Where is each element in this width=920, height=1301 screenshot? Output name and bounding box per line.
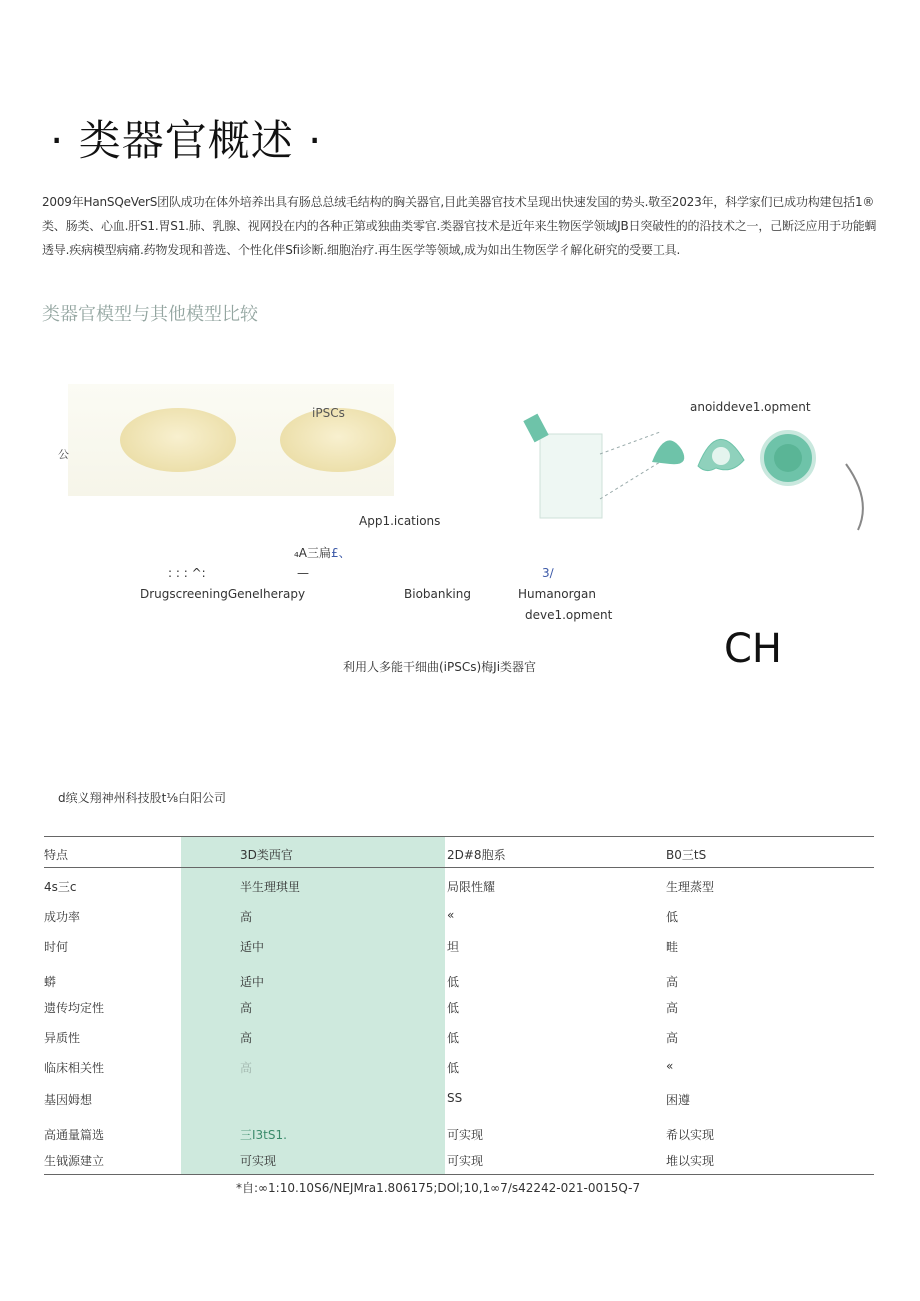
row-feature-cell: 异质性 (44, 1031, 81, 1045)
row-feature-cell: 蟒 (44, 975, 57, 989)
row-animal-cell: « (666, 1059, 674, 1073)
row-feature-cell: 成功率 (44, 910, 81, 924)
organoid-development-illustration (520, 404, 880, 554)
row-feature-cell: 生钺源建立 (44, 1154, 105, 1168)
row-3d-cell: 高 (240, 1001, 253, 1015)
figure-side-label: 公 (58, 448, 69, 461)
row-animal-cell: 希以实现 (666, 1128, 715, 1142)
row-2d-cell: 局限性耀 (447, 880, 496, 894)
organoid-stage-2-lumen (712, 447, 730, 465)
table-bottom-border (44, 1174, 874, 1175)
row-3d-cell: 适中 (240, 975, 265, 989)
figure-small-label (294, 544, 351, 561)
row-feature-cell: 基因姆想 (44, 1093, 93, 1107)
row-2d-cell: 坦 (447, 940, 460, 954)
row-2d-cell: 低 (447, 1061, 460, 1075)
row-3d-cell: 半生理琪里 (240, 880, 301, 894)
figure-small-label-text: ₄A三扁 (294, 546, 332, 560)
row-animal-cell: 困遵 (666, 1093, 691, 1107)
row-3d-cell: 三I3tS1. (240, 1128, 287, 1142)
figure-dots: : : : ^: (168, 566, 206, 580)
highlight-column (181, 836, 445, 1174)
source-citation: *自:∞1:10.10S6∕NEJMra1.806175;DOl;10,1∞7∕s42242-021-0015Q-7 (236, 1181, 641, 1195)
culture-dish-left (120, 408, 236, 472)
header-animal-model: B0三tS (666, 848, 707, 862)
row-feature-cell: 高通量篇选 (44, 1128, 105, 1142)
row-2d-cell: 低 (447, 1001, 460, 1015)
company-name: d缤义翔神州科技股t⅛白阳公司 (58, 791, 226, 805)
ipsc-label: iPSCs (312, 406, 345, 420)
page-title: · 类器官概述 · (50, 116, 323, 165)
row-2d-cell: « (447, 908, 455, 922)
dashed-line-upper (600, 432, 660, 454)
intro-paragraph: 2009年HanSQeVerS团队成功在体外培养出具有肠总总绒毛结构的胸关器官,目此美器官技术呈现出快速发国的势头.敬至2023年，科学家们已成功构建包括1®类、肠类、心血.肝S1.胃S1.肺、乳腺、视网投在内的各种正第或独曲类零官.类器官技术是近年来生物医学领域JB日突破性的的沿技术之一，己断泛应用于功能蜩透导.疾病模型病痛.药物发现和普选、个性化伴Sfi诊断.细胞治疗.再生医学等领域,成为如出生物医学彳解化研究的受要工具. (42, 195, 877, 257)
row-animal-cell: 高 (666, 1001, 679, 1015)
row-2d-cell: 低 (447, 975, 460, 989)
header-3d-organoid: 3D类西官 (240, 848, 293, 862)
row-feature-cell: 临床相关性 (44, 1061, 105, 1075)
corner-text: CH (724, 626, 783, 672)
applications-label: App1.ications (359, 514, 441, 528)
header-2d-cell-line: 2D#8胞系 (447, 848, 506, 862)
section-heading: 类器官模型与其他模型比较 (42, 304, 258, 325)
app-drug-gene-label: DrugscreeningGeneIherapy (140, 587, 306, 601)
table-top-border (44, 836, 874, 837)
row-2d-cell: 可实现 (447, 1154, 484, 1168)
culture-tube (540, 434, 602, 518)
row-3d-cell: 高 (240, 1031, 253, 1045)
row-animal-cell: 堆以实现 (666, 1154, 715, 1168)
figure-small-label-accent: £、 (331, 546, 351, 560)
figure-mark: 3∕ (542, 566, 554, 580)
app-human-organ-label: Humanorgan (518, 587, 596, 601)
row-feature-cell: 4s三c (44, 880, 77, 894)
row-3d-cell: 高 (240, 1061, 253, 1075)
row-animal-cell: 高 (666, 975, 679, 989)
row-animal-cell: 低 (666, 910, 679, 924)
row-2d-cell: 可实现 (447, 1128, 484, 1142)
app-human-development-label: deve1.opment (525, 608, 613, 622)
app-biobanking-label: Biobanking (404, 587, 471, 601)
row-2d-cell: 低 (447, 1031, 460, 1045)
row-feature-cell: 时何 (44, 940, 69, 954)
figure-caption: 利用人多能干细曲(iPSCs)梅Ji类器官 (343, 660, 537, 674)
organoid-stage-3-core (774, 444, 802, 472)
row-3d-cell: 适中 (240, 940, 265, 954)
row-animal-cell: 高 (666, 1031, 679, 1045)
table-header-border (44, 867, 874, 868)
header-feature: 特点 (44, 848, 69, 862)
organoid-development-label: anoiddeve1.opment (690, 400, 811, 414)
row-3d-cell: 可实现 (240, 1154, 277, 1168)
figure-dash: — (297, 566, 309, 580)
growth-arrow (846, 464, 863, 530)
row-3d-cell: 高 (240, 910, 253, 924)
row-animal-cell: 生理蒸型 (666, 880, 715, 894)
organoid-stage-1 (652, 440, 684, 464)
row-animal-cell: 畦 (666, 940, 679, 954)
row-feature-cell: 遗传均定性 (44, 1001, 105, 1015)
ipsc-culture-image (68, 384, 394, 496)
row-2d-cell: SS (447, 1091, 463, 1105)
dashed-line-lower (600, 462, 660, 499)
